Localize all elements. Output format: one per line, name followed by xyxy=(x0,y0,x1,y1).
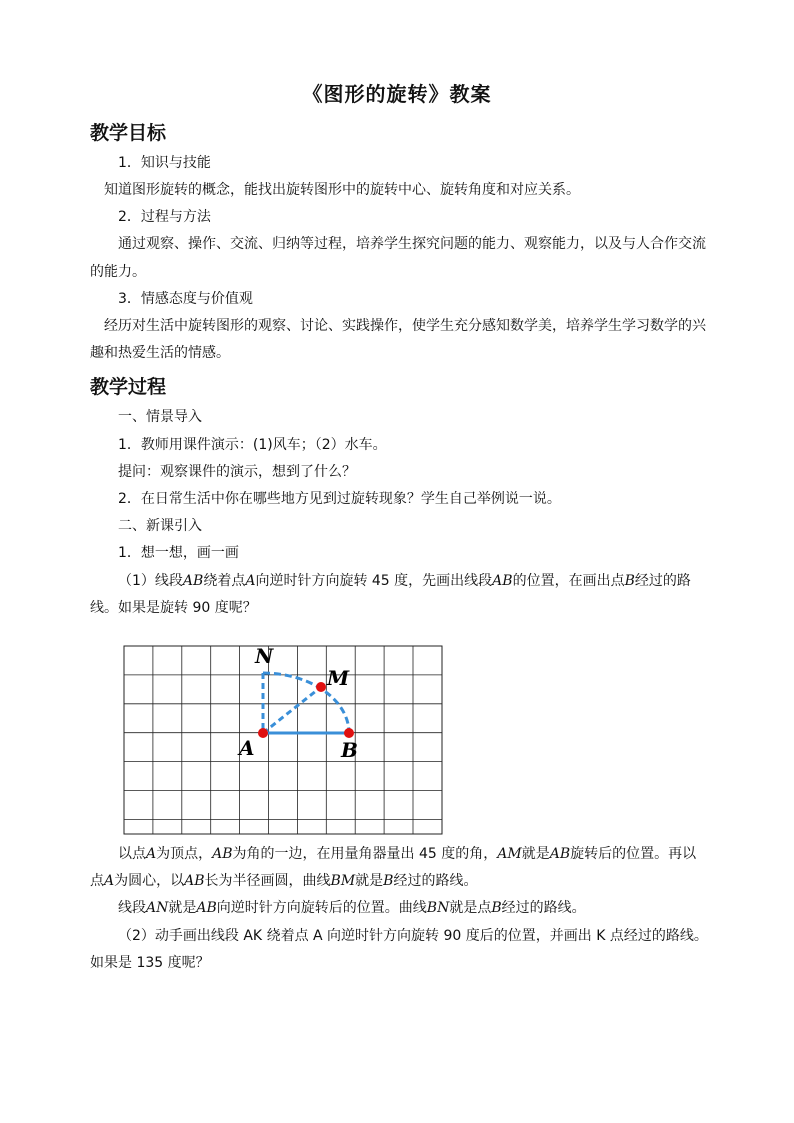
grid-lines xyxy=(124,646,442,834)
label-a: A xyxy=(239,736,255,760)
rotation-diagram xyxy=(123,645,443,835)
goal-text-3: 经历对生活中旋转图形的观察、讨论、实践操作，使学生充分感知数学美，培养学生学习数学的兴 xyxy=(104,318,706,334)
goal-text-1: 知道图形旋转的概念，能找出旋转图形中的旋转中心、旋转角度和对应关系。 xyxy=(104,182,580,198)
section-heading-goals: 教学目标 xyxy=(90,122,167,144)
process-item-1: 一、情景导入 xyxy=(118,409,202,425)
document-title: 《图形的旋转》教案 xyxy=(302,82,492,106)
question-2-line-1: （2）动手画出线段 AK 绕着点 A 向逆时针方向旋转 90 度后的位置，并画出 K 点经过的路线。 xyxy=(118,928,708,944)
goal-text-3-cont: 趣和热爱生活的情感。 xyxy=(90,345,230,361)
point-b xyxy=(344,728,354,738)
goal-text-2: 通过观察、操作、交流、归纳等过程，培养学生探究问题的能力、观察能力，以及与人合作交流 xyxy=(118,236,706,252)
explain-1-line-2: 点A为圆心，以AB长为半径画圆，曲线BM就是B经过的路线。 xyxy=(90,873,478,889)
question-2-line-2: 如果是 135 度呢？ xyxy=(90,955,210,971)
goal-item-2: 2．过程与方法 xyxy=(118,209,211,225)
process-item-2: 1．教师用课件演示：(1)风车；（2）水车。 xyxy=(118,437,387,453)
process-item-3: 提问：观察课件的演示，想到了什么？ xyxy=(118,464,356,480)
point-a xyxy=(258,728,268,738)
label-n: N xyxy=(255,645,274,668)
label-m: M xyxy=(327,666,350,690)
point-m xyxy=(316,682,326,692)
question-1-line-2: 线。如果是旋转 90 度呢？ xyxy=(90,600,257,616)
goal-item-1: 1．知识与技能 xyxy=(118,155,211,171)
goal-item-3: 3．情感态度与价值观 xyxy=(118,291,253,307)
process-item-6: 1．想一想，画一画 xyxy=(118,545,239,561)
explain-1-line-1: 以点A为顶点，AB为角的一边，在用量角器量出 45 度的角，AM就是AB旋转后的位置。再以 xyxy=(118,846,697,862)
question-1-line-1: （1）线段AB绕着点A向逆时针方向旋转 45 度，先画出线段AB的位置，在画出点B经过的路 xyxy=(118,573,691,589)
process-item-4: 2．在日常生活中你在哪些地方见到过旋转现象？学生自己举例说一说。 xyxy=(118,491,561,507)
goal-text-2-cont: 的能力。 xyxy=(90,264,146,280)
section-heading-process: 教学过程 xyxy=(90,376,167,398)
process-item-5: 二、新课引入 xyxy=(118,518,202,534)
segment-am xyxy=(263,687,321,733)
grid-border xyxy=(124,646,442,834)
explain-2: 线段AN就是AB向逆时针方向旋转后的位置。曲线BN就是点B经过的路线。 xyxy=(118,900,586,916)
label-b: B xyxy=(341,738,358,762)
